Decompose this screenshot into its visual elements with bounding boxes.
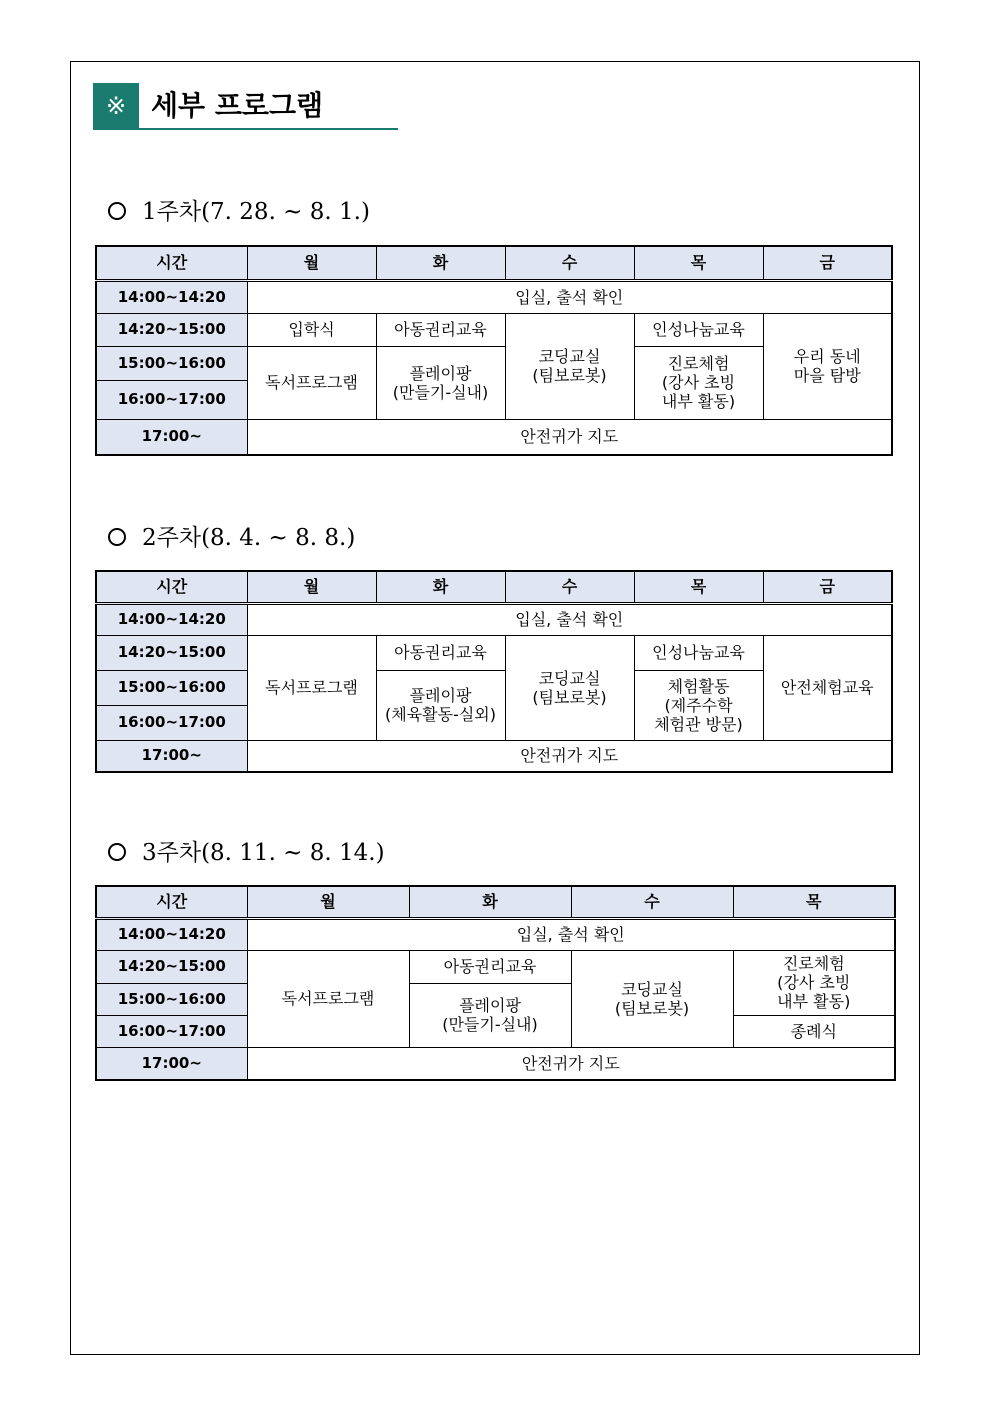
header-fri: 금: [763, 246, 892, 280]
week3-heading: 3주차(8. 11. ~ 8. 14.): [108, 834, 385, 867]
table-row: [96, 313, 892, 346]
table-row: [96, 419, 892, 455]
tue-cell: 플레이팡 (만들기-실내): [376, 346, 505, 419]
safe-return-cell: 안전귀가 지도: [247, 1047, 895, 1080]
header-thu: 목: [634, 571, 763, 603]
time-cell: 14:00~14:20: [96, 603, 247, 635]
header-tue: 화: [376, 246, 505, 280]
header-time: 시간: [96, 571, 247, 603]
thu-cell: 인성나눔교육: [634, 635, 763, 670]
time-cell: 14:20~15:00: [96, 313, 247, 346]
week1-schedule-table: [95, 245, 893, 456]
table-header-row: [96, 886, 895, 918]
safe-return-cell: 안전귀가 지도: [247, 419, 892, 455]
circle-bullet-icon: [108, 843, 126, 861]
section-title: 세부 프로그램: [151, 89, 324, 122]
time-cell: 15:00~16:00: [96, 983, 247, 1015]
header-fri: 금: [763, 571, 892, 603]
week2-schedule-table: [95, 570, 893, 773]
time-cell: 14:20~15:00: [96, 950, 247, 983]
fri-cell: 우리 동네 마을 탐방: [763, 313, 892, 419]
circle-bullet-icon: [108, 202, 126, 220]
time-cell: 16:00~17:00: [96, 380, 247, 419]
thu-cell: 진로체험 (강사 초빙 내부 활동): [634, 346, 763, 419]
table-header-row: [96, 571, 892, 603]
mon-cell: 독서프로그램: [247, 346, 376, 419]
time-cell: 14:00~14:20: [96, 918, 247, 950]
mon-cell: 입학식: [247, 313, 376, 346]
wed-cell: 코딩교실 (팀보로봇): [505, 635, 634, 740]
header-mon: 월: [247, 886, 409, 918]
time-cell: 14:20~15:00: [96, 635, 247, 670]
thu-cell: 종례식: [733, 1015, 895, 1047]
title-underline: [93, 128, 398, 130]
header-tue: 화: [409, 886, 571, 918]
header-thu: 목: [733, 886, 895, 918]
reference-mark-icon: ※: [93, 83, 139, 129]
checkin-cell: 입실, 출석 확인: [247, 603, 892, 635]
table-row: [96, 740, 892, 772]
week3-schedule-table: [95, 885, 896, 1081]
thu-cell: 체험활동 (제주수학 체험관 방문): [634, 670, 763, 740]
mon-cell: 독서프로그램: [247, 635, 376, 740]
circle-bullet-icon: [108, 528, 126, 546]
header-wed: 수: [505, 571, 634, 603]
time-cell: 15:00~16:00: [96, 670, 247, 705]
table-header-row: [96, 246, 892, 280]
time-cell: 17:00~: [96, 740, 247, 772]
wed-cell: 코딩교실 (팀보로봇): [505, 313, 634, 419]
table-row: [96, 918, 895, 950]
tue-cell: 아동권리교육: [409, 950, 571, 983]
thu-cell: 인성나눔교육: [634, 313, 763, 346]
week1-heading: 1주차(7. 28. ~ 8. 1.): [108, 193, 370, 226]
time-cell: 17:00~: [96, 419, 247, 455]
time-cell: 14:00~14:20: [96, 280, 247, 313]
checkin-cell: 입실, 출석 확인: [247, 280, 892, 313]
thu-cell: 진로체험 (강사 초빙 내부 활동): [733, 950, 895, 1015]
time-cell: 17:00~: [96, 1047, 247, 1080]
header-mon: 월: [247, 246, 376, 280]
header-wed: 수: [505, 246, 634, 280]
time-cell: 16:00~17:00: [96, 705, 247, 740]
tue-cell: 아동권리교육: [376, 635, 505, 670]
safe-return-cell: 안전귀가 지도: [247, 740, 892, 772]
mon-cell: 독서프로그램: [247, 950, 409, 1047]
section-title-bar: [93, 83, 398, 129]
table-row: [96, 950, 895, 983]
week2-heading: 2주차(8. 4. ~ 8. 8.): [108, 519, 355, 552]
checkin-cell: 입실, 출석 확인: [247, 918, 895, 950]
fri-cell: 안전체험교육: [763, 635, 892, 740]
table-row: [96, 635, 892, 670]
table-row: [96, 603, 892, 635]
tue-cell: 플레이팡 (체육활동-실외): [376, 670, 505, 740]
header-thu: 목: [634, 246, 763, 280]
header-tue: 화: [376, 571, 505, 603]
table-row: [96, 1047, 895, 1080]
header-time: 시간: [96, 886, 247, 918]
time-cell: 15:00~16:00: [96, 346, 247, 380]
time-cell: 16:00~17:00: [96, 1015, 247, 1047]
header-mon: 월: [247, 571, 376, 603]
wed-cell: 코딩교실 (팀보로봇): [571, 950, 733, 1047]
table-row: [96, 280, 892, 313]
header-wed: 수: [571, 886, 733, 918]
tue-cell: 아동권리교육: [376, 313, 505, 346]
tue-cell: 플레이팡 (만들기-실내): [409, 983, 571, 1047]
header-time: 시간: [96, 246, 247, 280]
